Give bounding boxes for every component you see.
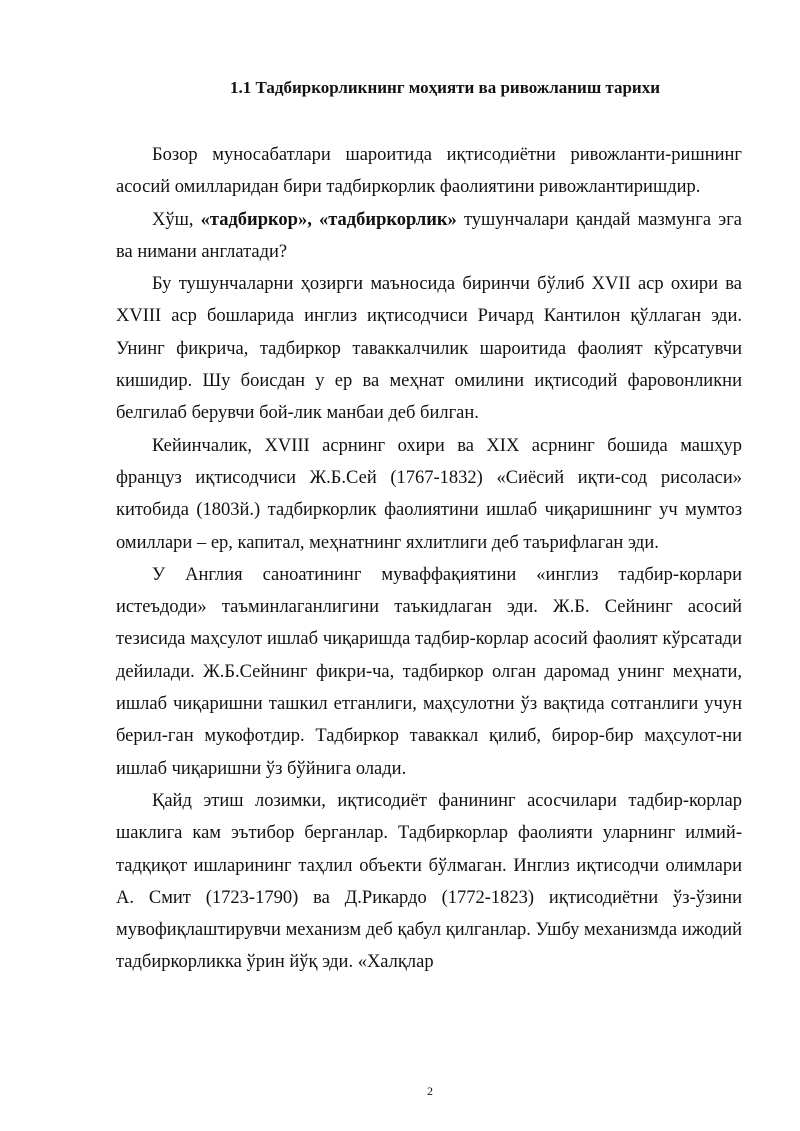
paragraph-2-lead: Хўш, bbox=[152, 209, 201, 230]
page-number: 2 bbox=[427, 1084, 433, 1098]
paragraph-6: Қайд этиш лозимки, иқтисодиёт фанининг асосчилари тадбир-корлар шаклига кам эътибор берганлар. Тадбиркорлар фаолияти уларнинг илмий-тадқиқот ишларининг таҳлил объекти бўлмаган. Инглиз иқтисодчи олимлари А. Смит (1723-1790) ва Д.Рикардо (1772-1823) иқтисодиётни ўз-ўзини мувофиқлаштирувчи механизм деб қабул қилганлар. Ушбу механизмда ижодий тадбиркорликка ўрин йўқ эди. «Халқлар bbox=[116, 790, 742, 973]
paragraph-2 bbox=[116, 204, 742, 269]
section-title: 1.1 Тадбиркорликнинг моҳияти ва ривожланиш тарихи bbox=[229, 78, 661, 97]
paragraph-3: Бу тушунчаларни ҳозирги маъносида биринчи бўлиб XVII аср охири ва XVIII аср бошларида инглиз иқтисодчиси Ричард Кантилон қўллаган эди. Унинг фикрича, тадбиркор таваккалчилик шароитида фаолият кўрсатувчи кишидир. Шу боисдан у ер ва меҳнат омилини иқтисодий фаровонликни белгилаб берувчи бой-лик манбаи деб билган. bbox=[116, 274, 742, 424]
paragraph-2-rest: тушунчалари қандай мазмунга эга ва нимани англатади? bbox=[116, 209, 742, 262]
document-body bbox=[116, 139, 742, 979]
paragraph-5: У Англия саноатининг муваффақиятини «инглиз тадбир-корлари истеъдоди» таъминлаганлигини таъкидлаган эди. Ж.Б. Сейнинг асосий тезисида маҳсулот ишлаб чиқаришда тадбир-корлар асосий фаолият кўрсатади дейилади. Ж.Б.Сейнинг фикри-ча, тадбиркор олган даромад унинг меҳнати, ишлаб чиқаришни ташкил етганлиги, маҳсулотни ўз вақтида сотганлиги учун берил-ган мукофотдир. Тадбиркор таваккал қилиб, бирор-бир маҳсулот-ни ишлаб чиқаришни ўз бўйнига олади. bbox=[116, 564, 742, 779]
paragraph-4: Кейинчалик, XVIII асрнинг охири ва XIX асрнинг бошида машҳур француз иқтисодчиси Ж.Б.Сей (1767-1832) «Сиёсий иқти-сод рисоласи» китобида (1803й.) тадбиркорлик фаолиятини ишлаб чиқаришнинг уч мумтоз омиллари – ер, капитал, меҳнатнинг яхлитлиги деб таърифлаган эди. bbox=[116, 435, 742, 553]
paragraph-2-terms: «тадбиркор», «тадбиркорлик» bbox=[200, 209, 457, 230]
paragraph-1: Бозор муносабатлари шароитида иқтисодиётни ривожланти-ришнинг асосий омилларидан бири тадбиркорлик фаолиятини ривожлантиришдир. bbox=[116, 145, 742, 198]
